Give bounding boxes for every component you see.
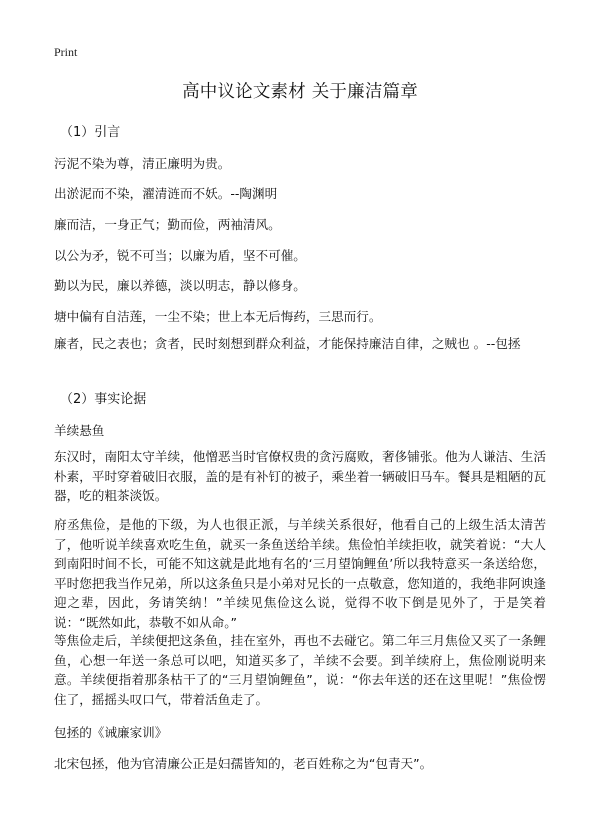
quote-line: 以公为矛，锐不可当；以廉为盾，坚不可催。	[54, 248, 306, 263]
page-title: 高中议论文素材 关于廉洁篇章	[182, 82, 418, 102]
quote-line: 塘中偏有自洁莲，一尘不染；世上本无后悔药，三思而行。	[54, 309, 382, 324]
quote-line: 出淤泥而不染，濯清涟而不妖。--陶渊明	[54, 186, 278, 201]
quote-line: 污泥不染为尊，清正廉明为贵。	[54, 156, 231, 171]
print-link[interactable]: Print	[54, 45, 78, 59]
section-heading-intro: （1）引言	[60, 125, 121, 140]
quote-line: 廉而洁，一身正气；勤而俭，两袖清风。	[54, 217, 281, 232]
section-heading-facts: （2）事实论据	[60, 392, 147, 407]
subheading: 羊续悬鱼	[54, 423, 105, 438]
paragraph: 府丞焦俭，是他的下级，为人也很正派，与羊续关系很好，他看自己的上级生活太清苦了，他听说羊续喜欢吃生鱼，就买一条鱼送给羊续。焦俭怕羊续拒收，就笑着说：“大人到南阳时间不长，可能不知这就是此地有名的‘三月望饷鲤鱼’所以我特意买一条送给您，平时您把我当作兄弟，所以这条鱼只是小弟对兄长的一点敬意，您知道的，我绝非阿谀逢迎之辈，因此，务请笑纳！”羊续见焦俭这么说，觉得不收下倒是见外了，于是笑着说：“既然如此，恭敬不如从命。”	[54, 517, 546, 630]
paragraph: 等焦俭走后，羊续便把这条鱼，挂在室外，再也不去碰它。第二年三月焦俭又买了一条鲤鱼，心想一年送一条总可以吧，知道买多了，羊续不会要。到羊续府上，焦俭刚说明来意。羊续便指着那条枯干了的“三月望饷鲤鱼”，说：“你去年送的还在这里呢！”焦俭愣住了，摇摇头叹口气，带着活鱼走了。	[54, 633, 546, 707]
quote-line: 廉者，民之表也；贪者，民时刻想到群众利益，才能保持廉洁自律，之贼也 。--包拯	[54, 336, 521, 351]
paragraph: 北宋包拯，他为官清廉公正是妇孺皆知的，老百姓称之为“包青天”。	[54, 756, 433, 771]
paragraph: 东汉时，南阳太守羊续，他憎恶当时官僚权贵的贪污腐败，奢侈铺张。他为人谦洁、生活朴素，平时穿着破旧衣服，盖的是有补钉的被子，乘坐着一辆破旧马车。餐具是粗陋的瓦器，吃的粗茶淡饭。	[54, 449, 546, 503]
subheading: 包拯的《诫廉家训》	[54, 725, 168, 740]
quote-line: 勤以为民，廉以养德，淡以明志，静以修身。	[54, 278, 306, 293]
